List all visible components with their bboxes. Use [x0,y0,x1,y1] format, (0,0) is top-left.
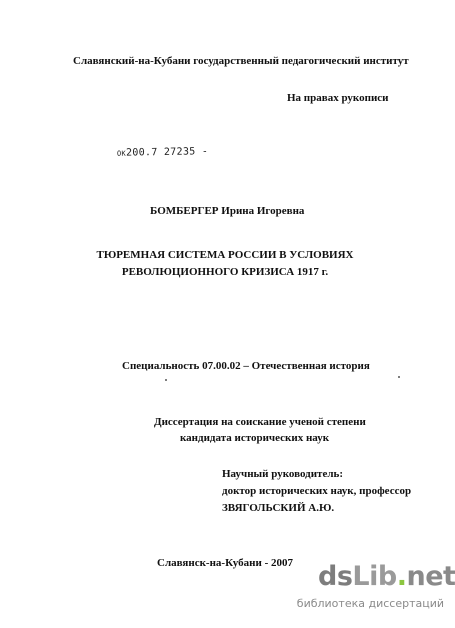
degree-line-2: кандидата исторических наук [180,432,330,444]
archive-stamp [117,146,208,160]
scan-speck [398,376,400,378]
dslib-logo: dsLib.net [318,561,455,592]
manuscript-rights-note: На правах рукописи [287,92,389,104]
dissertation-title-line-2: РЕВОЛЮЦИОННОГО КРИЗИСА 1917 г. [121,266,329,278]
archive-stamp-number: 200.7 27235 [125,146,196,159]
specialty-line: Специальность 07.00.02 – Отечественная история [122,360,370,372]
degree-line-1: Диссертация на соискание ученой степени [154,416,366,428]
dslib-caption: библиотека диссертаций [296,597,444,610]
place-and-year: Славянск-на-Кубани - 2007 [157,557,293,569]
scan-speck [165,379,167,381]
institution-name: Славянский-на-Кубани государственный педагогический институт [73,55,409,67]
author-name: БОМБЕРГЕР Ирина Игоревна [150,205,305,217]
supervisor-label: Научный руководитель: [222,468,343,480]
supervisor-name: ЗВЯГОЛЬСКИЙ А.Ю. [222,502,335,514]
dslib-watermark [296,561,455,625]
archive-stamp-prefix: ОК [116,149,127,158]
dissertation-title-line-1: ТЮРЕМНАЯ СИСТЕМА РОССИИ В УСЛОВИЯХ [96,249,354,261]
stamp-dash: - [201,146,209,158]
supervisor-title: доктор исторических наук, профессор [222,485,412,497]
